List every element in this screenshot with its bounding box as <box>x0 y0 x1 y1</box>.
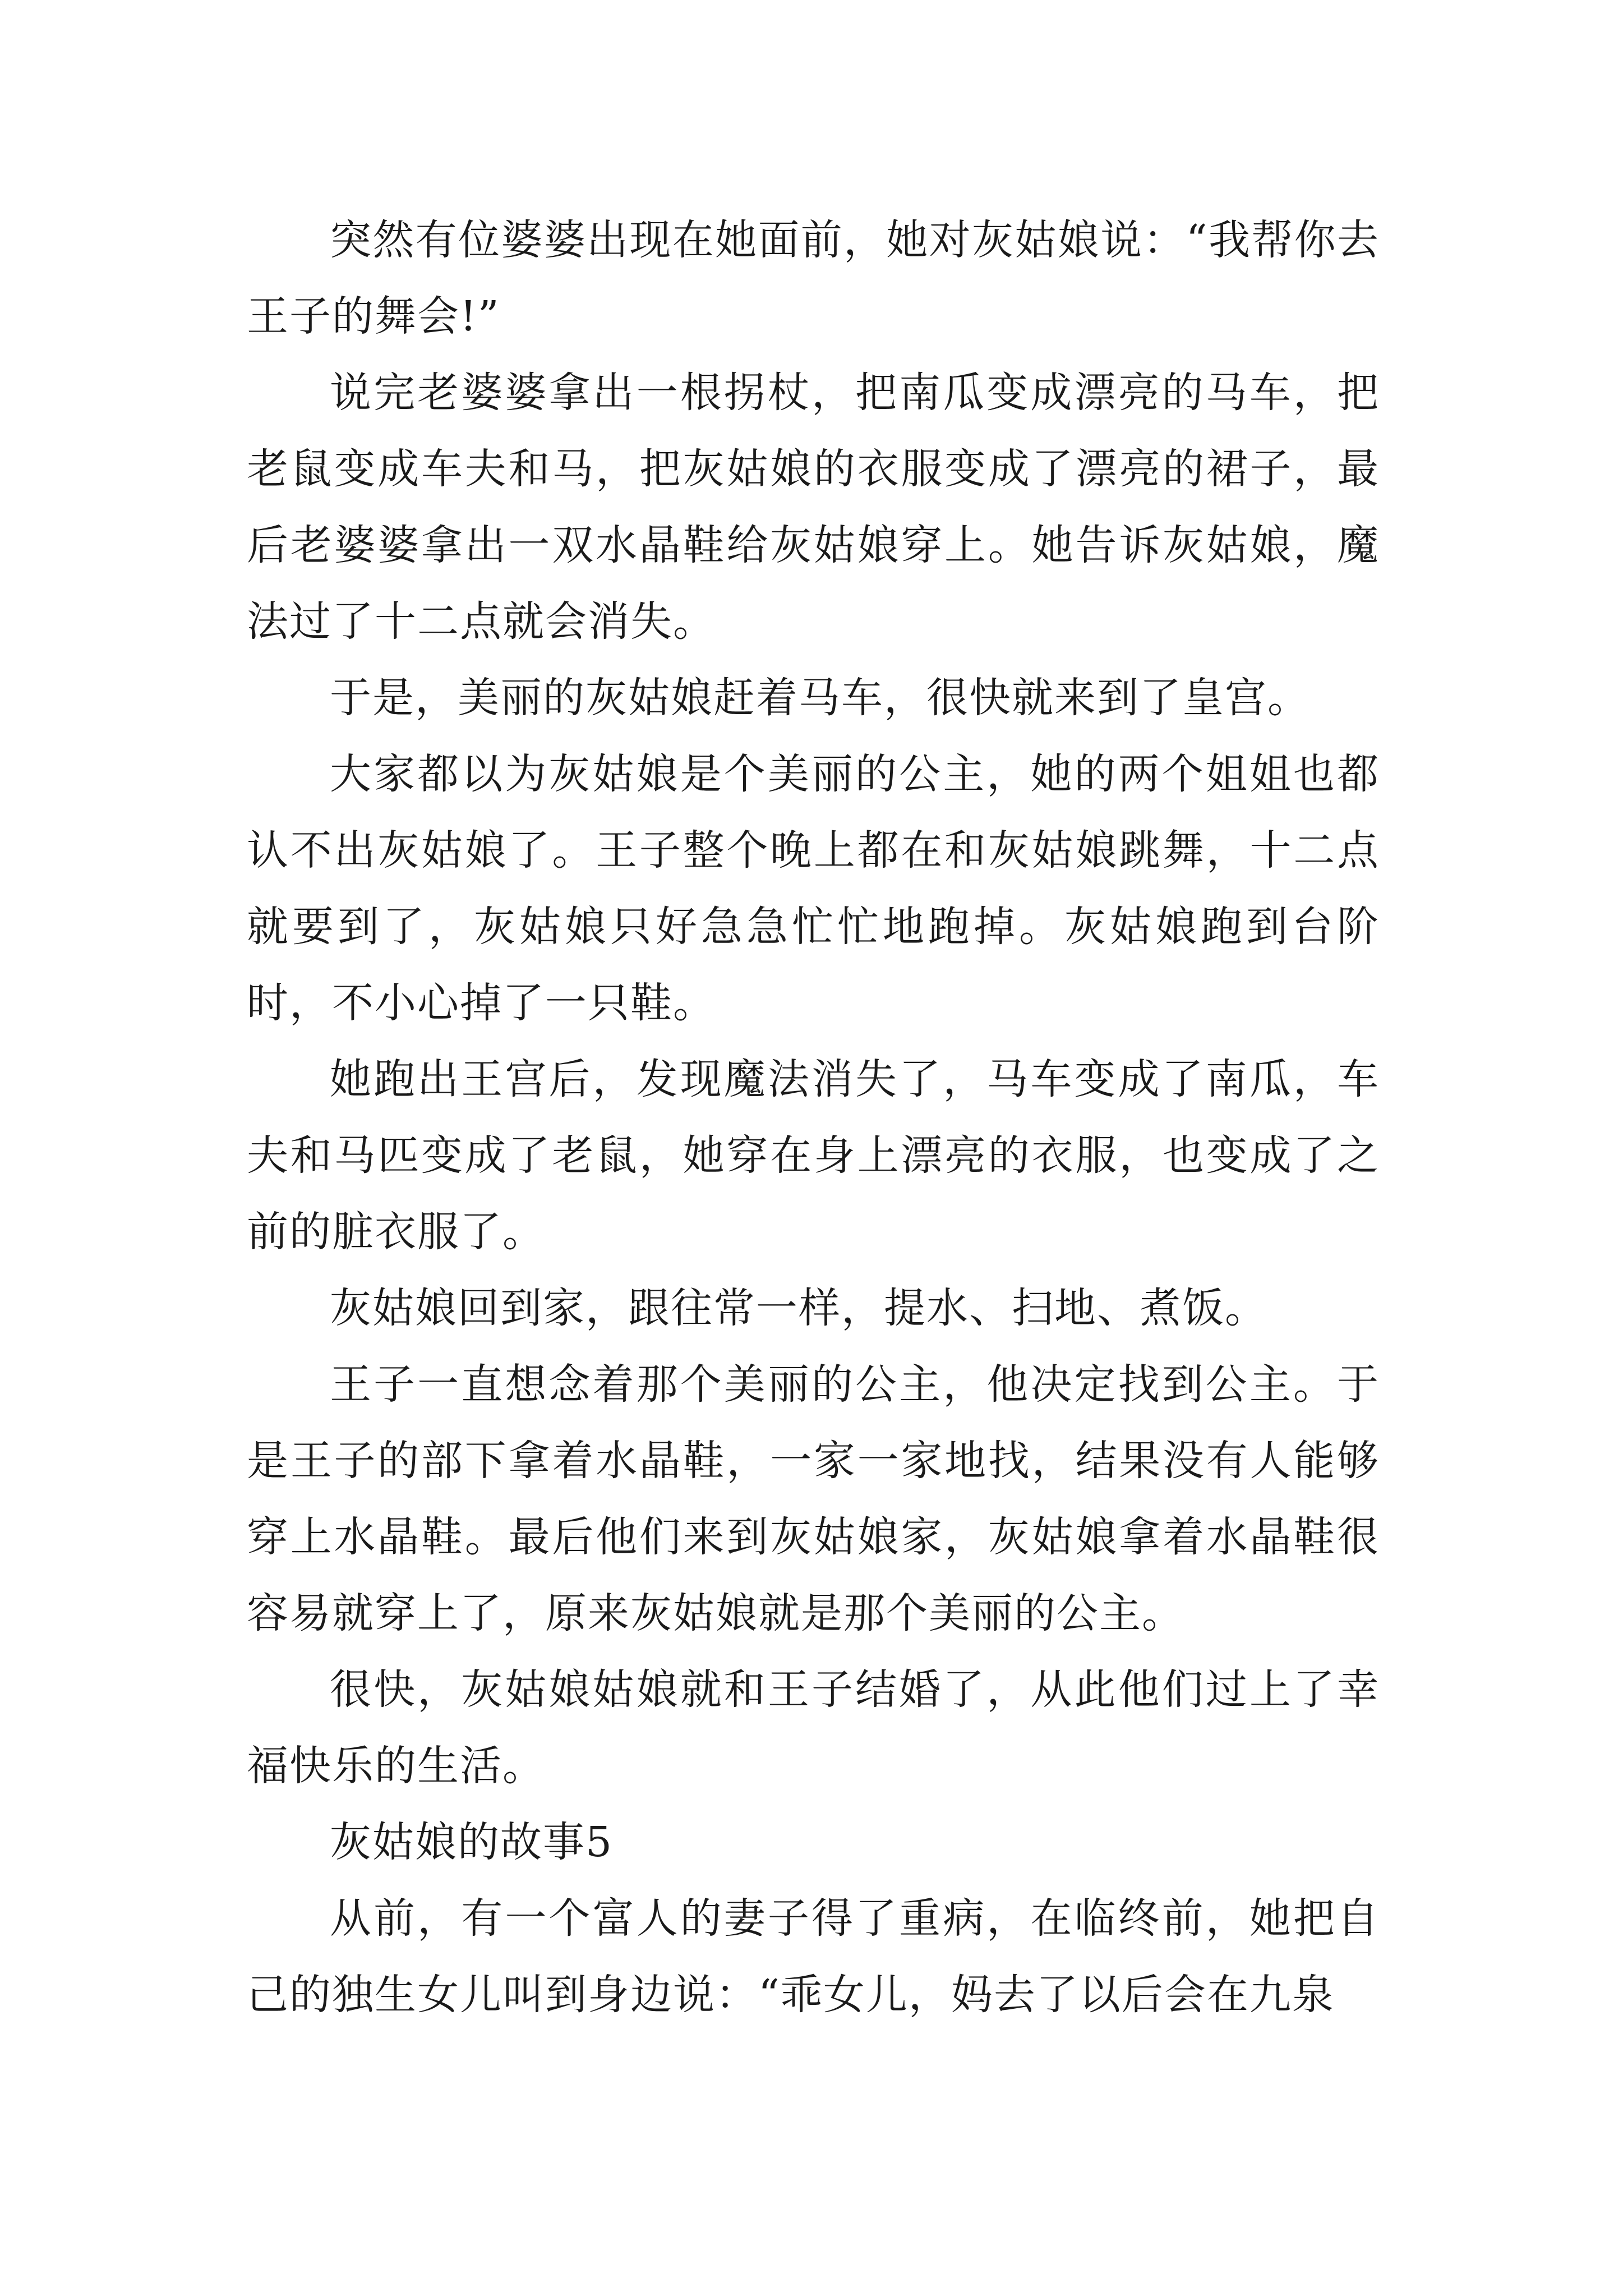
paragraph: 王子一直想念着那个美丽的公主，他决定找到公主。于是王子的部下拿着水晶鞋，一家一家地找，结果没有人能够穿上水晶鞋。最后他们来到灰姑娘家，灰姑娘拿着水晶鞋很容易就穿上了，原来灰姑娘就是那个美丽的公主。 <box>247 1360 1380 1637</box>
paragraph: 从前，有一个富人的妻子得了重病，在临终前，她把自己的独生女儿叫到身边说：“乖女儿，妈去了以后会在九泉 <box>247 1894 1380 2019</box>
paragraph: 她跑出王宫后，发现魔法消失了，马车变成了南瓜，车夫和马匹变成了老鼠，她穿在身上漂亮的衣服，也变成了之前的脏衣服了。 <box>247 1055 1380 1256</box>
paragraph: 大家都以为灰姑娘是个美丽的公主，她的两个姐姐也都认不出灰姑娘了。王子整个晚上都在和灰姑娘跳舞，十二点就要到了，灰姑娘只好急急忙忙地跑掉。灰姑娘跑到台阶时，不小心掉了一只鞋。 <box>247 750 1380 1027</box>
paragraph: 很快，灰姑娘姑娘就和王子结婚了，从此他们过上了幸福快乐的生活。 <box>247 1665 1380 1790</box>
paragraph: 于是，美丽的灰姑娘赶着马车，很快就来到了皇宫。 <box>330 674 1310 722</box>
paragraph: 说完老婆婆拿出一根拐杖，把南瓜变成漂亮的马车，把老鼠变成车夫和马，把灰姑娘的衣服变成了漂亮的裙子，最后老婆婆拿出一双水晶鞋给灰姑娘穿上。她告诉灰姑娘，魔法过了十二点就会消失。 <box>247 369 1380 646</box>
paragraph: 突然有位婆婆出现在她面前，她对灰姑娘说：“我帮你去王子的舞会!” <box>247 216 1380 341</box>
paragraph: 灰姑娘回到家，跟往常一样，提水、扫地、煮饭。 <box>330 1284 1267 1332</box>
section-heading: 灰姑娘的故事5 <box>330 1818 614 1866</box>
document-body <box>247 202 1380 2033</box>
